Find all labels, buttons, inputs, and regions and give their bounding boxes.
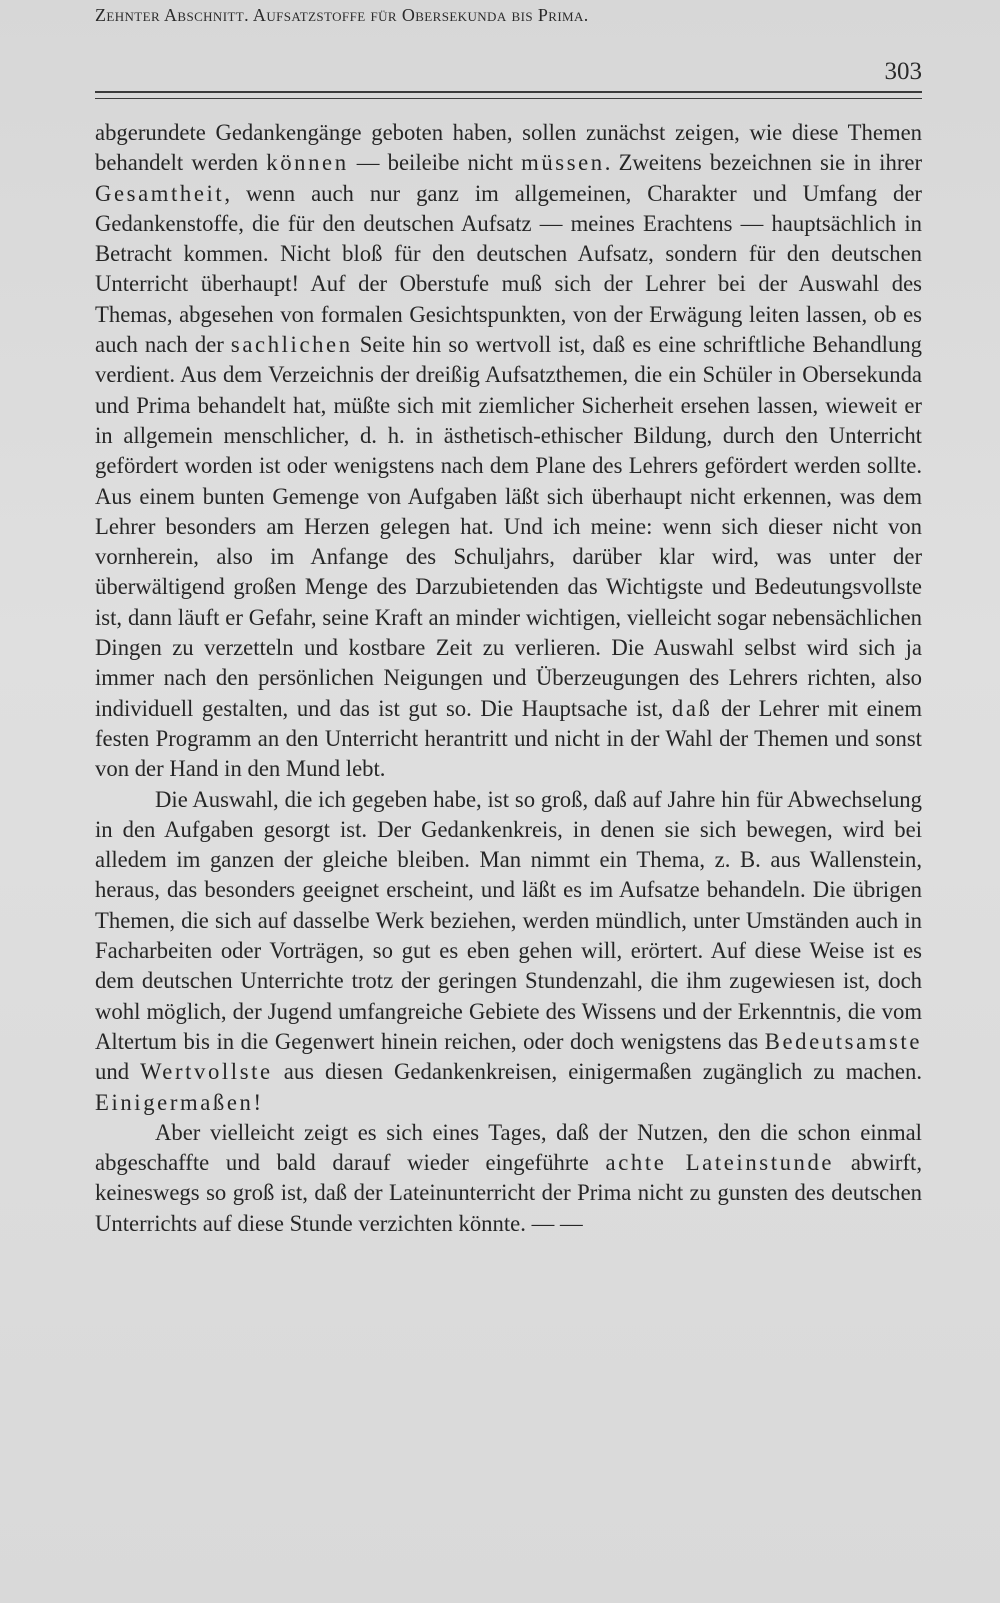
running-head: Zehnter Abschnitt. Aufsatzstoffe für Obersekunda bis Prima. (95, 5, 589, 25)
emphasis-spaced: Bedeutsamste (764, 1028, 922, 1054)
emphasis-spaced: Wertvollste (140, 1059, 273, 1085)
body-text (95, 118, 922, 1239)
text-run: Die Auswahl, die ich gegeben habe, ist so groß, daß auf Jahre hin für Abwechselung in den Aufgaben gesorgt ist. Der Gedankenkreis, in denen sie sich bewegen, wird bei alledem im ganzen der gleiche bleiben. Man nimmt ein Thema, z. B. aus Wallenstein, heraus, das besonders geeignet erscheint, und läßt es im Aufsatze behandeln. Die übrigen Themen, die sich auf dasselbe Werk beziehen, werden mündlich, unter Umständen auch in Facharbeiten oder Vorträgen, so gut es eben gehen will, erörtert. Auf diese Weise ist es dem deutschen Unterrichte trotz der geringen Stundenzahl, die ihm zugewiesen ist, doch wohl möglich, der Jugend umfangreiche Gebiete des Wissens und der Erkenntnis, die vom Altertum bis in die Gegenwert hinein reichen, oder doch wenigstens das (95, 786, 922, 1054)
emphasis-spaced: können (266, 150, 349, 176)
text-run: Seite hin so wertvoll ist, daß es eine schriftliche Behandlung verdient. Aus dem Verzeichnis der dreißig Aufsatzthemen, die ein Schüler in Obersekunda und Prima behandelt hat, müßte sich mit ziemlicher Sicherheit ersehen lassen, wieweit er in allgemein menschlicher, d. h. in ästhetisch-ethischer Bildung, durch den Unterricht gefördert worden ist oder wenigstens nach dem Plane des Lehrers gefördert werden sollte. Aus einem bunten Gemenge von Aufgaben läßt sich überhaupt nicht erkennen, was dem Lehrer besonders am Herzen gelegen hat. Und ich meine: wenn sich dieser nicht von vornherein, also im Anfange des Schuljahrs, darüber klar wird, was unter der überwältigend großen Menge des Darzubietenden das Wichtigste und Bedeutungsvollste ist, dann läuft er Gefahr, seine Kraft an minder wichtigen, vielleicht sogar nebensächlichen Dingen zu verzetteln und kostbare Zeit zu verlieren. Die Auswahl selbst wird sich ja immer nach den persönlichen Neigungen und Überzeugungen des Lehrers richten, also individuell gestalten, und das ist gut so. Die Hauptsache ist, (95, 332, 923, 721)
page-number: 303 (884, 58, 922, 85)
text-run: aus diesen Gedankenkreisen, einigermaßen zugänglich zu machen. (272, 1059, 923, 1085)
page-header (95, 58, 922, 94)
paragraph (95, 785, 922, 1118)
paragraph (95, 118, 922, 785)
paragraph (95, 1118, 922, 1239)
text-run: , wenn auch nur ganz im allgemeinen, Charakter und Umfang der Gedankenstoffe, die für den deutschen Aufsatz — meines Erachtens — hauptsächlich in Betracht kommen. Nicht bloß für den deutschen Aufsatz, sondern für den deutschen Unterricht überhaupt! Auf der Oberstufe muß sich der Lehrer bei der Auswahl des Themas, abgesehen von formalen Gesichtspunkten, von der Erwägung leiten lassen, ob es auch nach der (95, 180, 922, 358)
emphasis-spaced: sachlichen (230, 332, 353, 358)
text-run: Aber vielleicht zeigt es sich eines Tages, daß der Nutzen, den die schon einmal abgeschaffte und bald darauf wieder eingeführte (95, 1119, 922, 1176)
text-run: der Lehrer mit einem festen Programm an den Unterricht herantritt und nicht in der Wahl der Themen und sonst von der Hand in den Mund lebt. (95, 695, 922, 782)
text-run: abgerundete Gedankengänge geboten haben, sollen zunächst zeigen, wie diese Themen behandelt werden (95, 120, 922, 176)
text-run: und (95, 1059, 141, 1085)
emphasis-spaced: achte Lateinstunde (605, 1150, 835, 1176)
text-run: abwirft, keineswegs so groß ist, daß der Lateinunterricht der Prima nicht zu gunsten des deutschen Unterrichts auf diese Stunde verzichten könnte. — — (95, 1150, 923, 1236)
text-run: — beileibe nicht (348, 150, 522, 176)
text-run: . Zweitens bezeichnen sie in ihrer (604, 150, 922, 176)
emphasis-spaced: daß (671, 695, 713, 721)
emphasis-spaced: Gesamtheit (95, 180, 225, 206)
emphasis-spaced: müssen (521, 150, 605, 176)
emphasis-spaced: Einigermaßen! (95, 1089, 264, 1115)
header-rule (95, 91, 922, 99)
